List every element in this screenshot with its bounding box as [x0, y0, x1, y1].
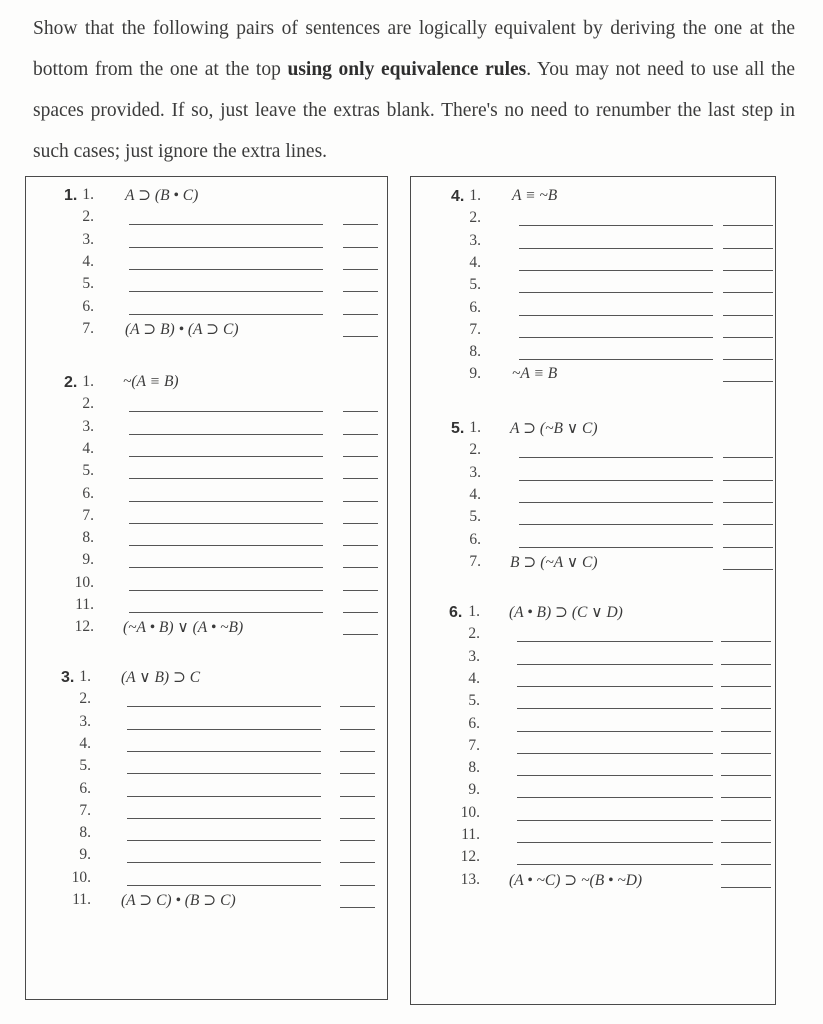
justification-blank[interactable] — [343, 291, 378, 292]
instructions-bold: using only equivalence rules — [287, 59, 527, 80]
justification-blank[interactable] — [723, 248, 773, 249]
justification-blank[interactable] — [343, 456, 378, 457]
justification-blank[interactable] — [721, 842, 771, 843]
justification-blank[interactable] — [721, 820, 771, 821]
line-number: 6. — [469, 298, 481, 316]
conclusion-formula: (A ⊃ C) • (B ⊃ C) — [121, 892, 236, 909]
justification-blank[interactable] — [340, 796, 375, 797]
line-number: 5. — [468, 692, 480, 710]
line-number: 3. — [469, 231, 481, 249]
formula-blank[interactable] — [127, 885, 321, 886]
proof-line — [26, 373, 387, 395]
justification-blank[interactable] — [340, 818, 375, 819]
proof-line — [26, 713, 387, 735]
line-number: 9. — [82, 551, 94, 569]
formula-blank[interactable] — [519, 337, 713, 338]
justification-blank[interactable] — [723, 569, 773, 570]
line-number: 4. — [79, 734, 91, 752]
justification-blank[interactable] — [343, 434, 378, 435]
proof-line — [26, 668, 387, 690]
formula-blank[interactable] — [129, 478, 323, 479]
justification-blank[interactable] — [721, 887, 771, 888]
justification-blank[interactable] — [721, 731, 771, 732]
formula-blank[interactable] — [517, 731, 713, 732]
justification-blank[interactable] — [343, 224, 378, 225]
formula-blank[interactable] — [127, 751, 321, 752]
line-number: 9. — [469, 365, 481, 383]
line-number: 8. — [79, 824, 91, 842]
formula-blank[interactable] — [129, 411, 323, 412]
line-number: 1. — [469, 419, 481, 436]
line-number: 9. — [468, 781, 480, 799]
justification-blank[interactable] — [723, 225, 773, 226]
proof-line — [411, 670, 775, 692]
line-number: 2. — [79, 690, 91, 708]
proof-line — [411, 871, 775, 893]
line-number: 7. — [469, 552, 481, 570]
line-number: 12. — [74, 618, 94, 636]
proof-line — [26, 846, 387, 868]
problem-number: 3. — [61, 669, 75, 686]
justification-blank[interactable] — [340, 907, 375, 908]
formula-blank[interactable] — [519, 248, 713, 249]
line-number: 1. — [468, 603, 480, 620]
justification-blank[interactable] — [721, 864, 771, 865]
justification-blank[interactable] — [343, 314, 378, 315]
justification-blank[interactable] — [723, 480, 773, 481]
line-number: 5. — [469, 508, 481, 526]
line-number: 11. — [461, 826, 480, 843]
proof-line — [411, 603, 775, 625]
proof-line — [411, 848, 775, 870]
proof-line — [411, 781, 775, 803]
line-number: 4. — [82, 252, 94, 270]
conclusion-formula: (A ⊃ B) • (A ⊃ C) — [125, 320, 239, 338]
justification-blank[interactable] — [721, 664, 771, 665]
formula-blank[interactable] — [127, 818, 321, 819]
premise-formula: (A • B) ⊃ (C ∨ D) — [509, 604, 623, 621]
line-number: 10. — [71, 868, 91, 886]
formula-blank[interactable] — [519, 524, 713, 525]
proof-line — [411, 187, 775, 209]
proof-line — [26, 440, 387, 462]
proof-line — [411, 826, 775, 848]
line-number: 5. — [82, 275, 94, 293]
justification-blank[interactable] — [340, 729, 375, 730]
justification-blank[interactable] — [340, 885, 375, 886]
line-number: 2. — [469, 209, 481, 227]
formula-blank[interactable] — [127, 796, 321, 797]
justification-blank[interactable] — [343, 567, 378, 568]
formula-blank[interactable] — [129, 269, 323, 270]
formula-blank[interactable] — [129, 567, 323, 568]
proof-line — [411, 343, 775, 365]
line-number: 4. — [468, 669, 480, 687]
proof-line — [411, 553, 775, 575]
justification-blank[interactable] — [340, 751, 375, 752]
line-number: 12. — [460, 848, 480, 866]
proof-line — [411, 737, 775, 759]
line-number: 1. — [82, 186, 94, 203]
formula-blank[interactable] — [129, 434, 323, 435]
line-number: 8. — [82, 529, 94, 547]
problem-number: 2. — [64, 374, 78, 391]
justification-blank[interactable] — [723, 359, 773, 360]
proof-line — [26, 574, 387, 596]
line-number: 5. — [79, 757, 91, 775]
conclusion-formula: (A • ~C) ⊃ ~(B • ~D) — [509, 871, 643, 889]
line-number: 8. — [468, 759, 480, 777]
proof-line — [411, 464, 775, 486]
proof-line — [411, 531, 775, 553]
line-number: 5. — [469, 276, 481, 294]
proof-line — [411, 276, 775, 298]
formula-blank[interactable] — [517, 664, 713, 665]
problem-number: 1. — [64, 187, 78, 204]
justification-blank[interactable] — [343, 478, 378, 479]
line-number: 1. — [469, 187, 481, 204]
justification-blank[interactable] — [343, 634, 378, 635]
formula-blank[interactable] — [127, 729, 321, 730]
line-number: 1. — [82, 373, 94, 390]
formula-blank[interactable] — [519, 292, 713, 293]
line-number: 5. — [82, 462, 94, 480]
formula-blank[interactable] — [129, 247, 323, 248]
formula-blank[interactable] — [127, 862, 321, 863]
line-number: 4. — [469, 253, 481, 271]
formula-blank[interactable] — [127, 840, 321, 841]
premise-formula: A ⊃ (~B ∨ C) — [510, 420, 598, 437]
proof-line — [26, 507, 387, 529]
formula-blank[interactable] — [127, 706, 321, 707]
proof-line — [411, 648, 775, 670]
formula-blank[interactable] — [517, 864, 713, 865]
proof-line — [411, 365, 775, 387]
proof-line — [411, 508, 775, 530]
problem-number: 5. — [451, 420, 465, 437]
justification-blank[interactable] — [343, 612, 378, 613]
formula-blank[interactable] — [129, 545, 323, 546]
justification-blank[interactable] — [723, 502, 773, 503]
formula-blank[interactable] — [517, 797, 713, 798]
line-number: 3. — [82, 417, 94, 435]
conclusion-formula: (~A • B) ∨ (A • ~B) — [123, 619, 244, 637]
proof-line — [26, 275, 387, 297]
formula-blank[interactable] — [517, 686, 713, 687]
formula-blank[interactable] — [517, 753, 713, 754]
line-number: 3. — [79, 712, 91, 730]
proof-line — [26, 208, 387, 230]
line-number: 2. — [469, 441, 481, 459]
proof-line — [26, 618, 387, 640]
formula-blank[interactable] — [517, 775, 713, 776]
justification-blank[interactable] — [343, 545, 378, 546]
conclusion-formula: B ⊃ (~A ∨ C) — [510, 553, 598, 571]
line-number: 1. — [79, 668, 91, 685]
line-number: 13. — [460, 870, 480, 888]
proof-line — [26, 735, 387, 757]
premise-formula: ~(A ≡ B) — [123, 373, 179, 390]
justification-blank[interactable] — [343, 501, 378, 502]
conclusion-formula: ~A ≡ B — [512, 365, 558, 383]
proof-line — [411, 419, 775, 441]
line-number: 9. — [79, 846, 91, 864]
premise-formula: (A ∨ B) ⊃ C — [121, 669, 201, 686]
problem-number: 6. — [449, 604, 463, 621]
formula-blank[interactable] — [519, 225, 713, 226]
proof-line — [26, 186, 387, 208]
justification-blank[interactable] — [340, 773, 375, 774]
line-number: 11. — [72, 891, 91, 908]
right-problem-panel — [410, 176, 776, 1005]
instructions-text-2: . You may not need to use all the spaces provided. If so, just leave the extras blank. There's no need to renumber the last step in such cases; just ignore the extra lines. — [33, 59, 795, 162]
formula-blank[interactable] — [129, 501, 323, 502]
line-number: 6. — [82, 484, 94, 502]
justification-blank[interactable] — [343, 411, 378, 412]
line-number: 7. — [82, 319, 94, 337]
justification-blank[interactable] — [721, 641, 771, 642]
line-number: 4. — [469, 485, 481, 503]
proof-line — [26, 485, 387, 507]
formula-blank[interactable] — [517, 820, 713, 821]
formula-blank[interactable] — [129, 314, 323, 315]
formula-blank[interactable] — [517, 708, 713, 709]
proof-line — [411, 715, 775, 737]
justification-blank[interactable] — [723, 292, 773, 293]
justification-blank[interactable] — [723, 270, 773, 271]
proof-line — [26, 690, 387, 712]
premise-formula: A ⊃ (B • C) — [125, 187, 199, 204]
justification-blank[interactable] — [343, 269, 378, 270]
proof-line — [26, 891, 387, 913]
justification-blank[interactable] — [723, 315, 773, 316]
formula-blank[interactable] — [519, 315, 713, 316]
proof-line — [26, 596, 387, 618]
premise-formula: A ≡ ~B — [512, 187, 558, 204]
proof-line — [26, 529, 387, 551]
line-number: 6. — [468, 714, 480, 732]
proof-line — [26, 462, 387, 484]
line-number: 7. — [82, 506, 94, 524]
line-number: 7. — [469, 320, 481, 338]
justification-blank[interactable] — [723, 524, 773, 525]
line-number: 2. — [82, 208, 94, 226]
proof-line — [411, 486, 775, 508]
line-number: 6. — [79, 779, 91, 797]
proof-line — [411, 441, 775, 463]
instructions-text-1: Show that the following pairs of sentences are logically equivalent by deriving the one at the bottom from the one at the top — [33, 18, 795, 80]
justification-blank[interactable] — [723, 547, 773, 548]
line-number: 10. — [74, 573, 94, 591]
justification-blank[interactable] — [723, 381, 773, 382]
justification-blank[interactable] — [343, 336, 378, 337]
justification-blank[interactable] — [343, 590, 378, 591]
proof-line — [411, 299, 775, 321]
line-number: 3. — [82, 230, 94, 248]
justification-blank[interactable] — [340, 862, 375, 863]
justification-blank[interactable] — [340, 706, 375, 707]
line-number: 7. — [468, 736, 480, 754]
proof-line — [26, 824, 387, 846]
justification-blank[interactable] — [343, 247, 378, 248]
proof-line — [26, 298, 387, 320]
proof-line — [411, 804, 775, 826]
line-number: 7. — [79, 801, 91, 819]
line-number: 10. — [460, 803, 480, 821]
line-number: 6. — [469, 530, 481, 548]
proof-line — [411, 759, 775, 781]
proof-line — [26, 869, 387, 891]
justification-blank[interactable] — [721, 753, 771, 754]
proof-line — [26, 551, 387, 573]
justification-blank[interactable] — [721, 797, 771, 798]
proof-line — [26, 757, 387, 779]
proof-line — [411, 232, 775, 254]
line-number: 4. — [82, 439, 94, 457]
formula-blank[interactable] — [129, 456, 323, 457]
problem-number: 4. — [451, 188, 465, 205]
formula-blank[interactable] — [519, 547, 713, 548]
formula-blank[interactable] — [517, 842, 713, 843]
justification-blank[interactable] — [723, 337, 773, 338]
proof-line — [411, 254, 775, 276]
proof-line — [411, 209, 775, 231]
formula-blank[interactable] — [129, 590, 323, 591]
line-number: 2. — [468, 625, 480, 643]
proof-line — [26, 395, 387, 417]
proof-line — [26, 802, 387, 824]
line-number: 11. — [75, 596, 94, 613]
justification-blank[interactable] — [721, 775, 771, 776]
justification-blank[interactable] — [721, 708, 771, 709]
justification-blank[interactable] — [343, 523, 378, 524]
justification-blank[interactable] — [723, 457, 773, 458]
proof-line — [26, 320, 387, 342]
formula-blank[interactable] — [129, 612, 323, 613]
line-number: 2. — [82, 395, 94, 413]
formula-blank[interactable] — [519, 457, 713, 458]
justification-blank[interactable] — [340, 840, 375, 841]
formula-blank[interactable] — [519, 480, 713, 481]
proof-line — [26, 780, 387, 802]
formula-blank[interactable] — [129, 224, 323, 225]
proof-line — [411, 692, 775, 714]
left-problem-panel — [25, 176, 388, 1000]
justification-blank[interactable] — [721, 686, 771, 687]
formula-blank[interactable] — [519, 270, 713, 271]
proof-line — [411, 625, 775, 647]
formula-blank[interactable] — [519, 359, 713, 360]
proof-line — [411, 321, 775, 343]
formula-blank[interactable] — [127, 773, 321, 774]
line-number: 3. — [469, 463, 481, 481]
proof-line — [26, 231, 387, 253]
formula-blank[interactable] — [129, 291, 323, 292]
line-number: 3. — [468, 647, 480, 665]
line-number: 8. — [469, 343, 481, 361]
formula-blank[interactable] — [519, 502, 713, 503]
instructions — [33, 8, 795, 172]
formula-blank[interactable] — [517, 641, 713, 642]
formula-blank[interactable] — [129, 523, 323, 524]
line-number: 6. — [82, 297, 94, 315]
proof-line — [26, 253, 387, 275]
proof-line — [26, 418, 387, 440]
